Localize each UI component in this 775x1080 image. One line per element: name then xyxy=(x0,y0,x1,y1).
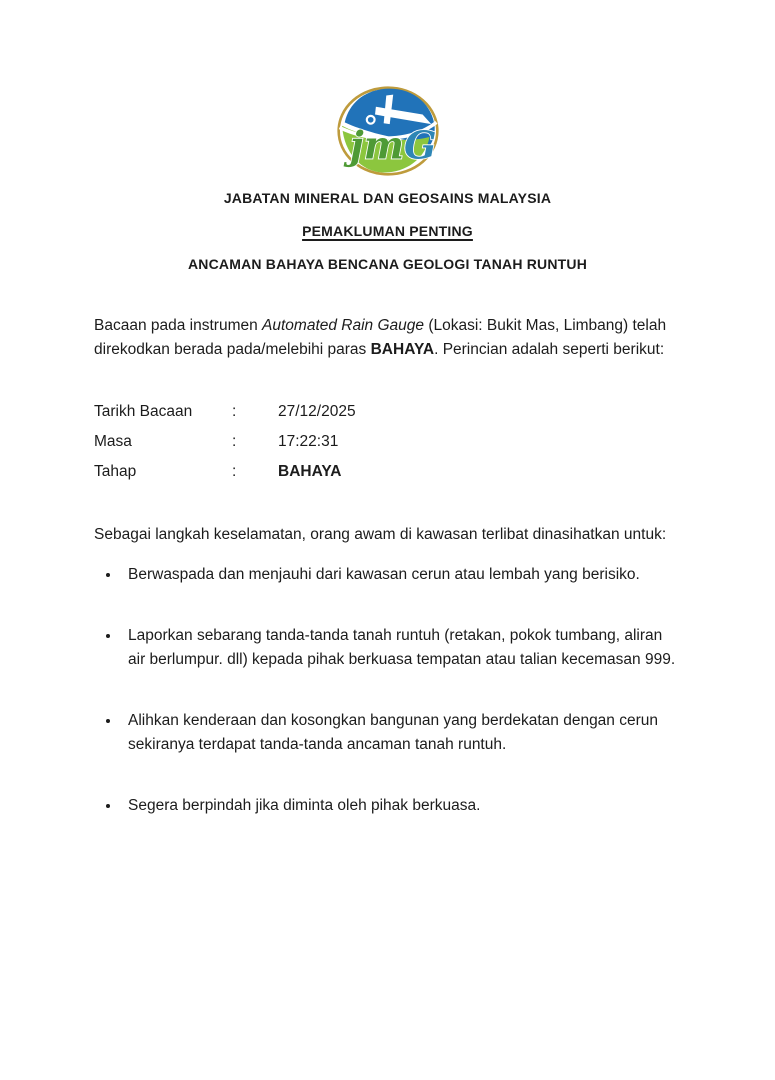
detail-row-date xyxy=(94,402,681,421)
detail-row-time xyxy=(94,432,681,451)
advisory-lead: Sebagai langkah keselamatan, orang awam di kawasan terlibat dinasihatkan untuk: xyxy=(94,526,667,543)
instrument-name: Automated Rain Gauge xyxy=(262,317,425,334)
detail-label: Tahap xyxy=(94,463,137,480)
intro-text-post: . Perincian adalah seperti berikut: xyxy=(434,341,665,358)
intro-paragraph xyxy=(94,314,681,362)
details-table xyxy=(94,402,681,481)
advisory-list xyxy=(94,563,681,818)
advisory-item-4: • Segera berpindah jika diminta oleh pihak berkuasa. xyxy=(121,794,681,818)
advisory-item-2: • Laporkan sebarang tanda-tanda tanah runtuh (retakan, pokok tumbang, aliran air berlumpur. dll) kepada pihak berkuasa tempatan atau talian kecemasan 999. xyxy=(121,624,681,672)
detail-separator: : xyxy=(232,403,237,420)
jmg-logo-text: jmG xyxy=(349,122,436,168)
detail-separator: : xyxy=(232,433,237,450)
logo-container xyxy=(94,86,681,176)
advisory-item-1: • Berwaspada dan menjauhi dari kawasan cerun atau lembah yang berisiko. xyxy=(121,563,681,587)
detail-value-date: 27/12/2025 xyxy=(278,403,356,420)
advisory-item-3: • Alihkan kenderaan dan kosongkan bangunan yang berdekatan dengan cerun sekiranya terdapat tanda-tanda ancaman tanah runtuh. xyxy=(121,709,681,757)
detail-value-level: BAHAYA xyxy=(278,463,342,480)
detail-label: Masa xyxy=(94,433,132,450)
notice-title-heading: PEMAKLUMAN PENTING xyxy=(302,223,473,239)
detail-row-level xyxy=(94,462,681,481)
detail-label: Tarikh Bacaan xyxy=(94,403,193,420)
hazard-level-inline: BAHAYA xyxy=(370,341,435,358)
jmg-logo xyxy=(336,86,440,176)
detail-separator: : xyxy=(232,463,237,480)
org-name-heading: JABATAN MINERAL DAN GEOSAINS MALAYSIA xyxy=(223,190,552,206)
hazard-subject-heading: ANCAMAN BAHAYA BENCANA GEOLOGI TANAH RUNTUH xyxy=(187,256,588,272)
intro-text-pre: Bacaan pada instrumen xyxy=(94,317,263,334)
intro-text-mid: (Lokasi: Bukit Mas, Limbang) telah direkodkan berada pada/melebihi paras xyxy=(94,317,667,358)
detail-value-time: 17:22:31 xyxy=(278,433,339,450)
